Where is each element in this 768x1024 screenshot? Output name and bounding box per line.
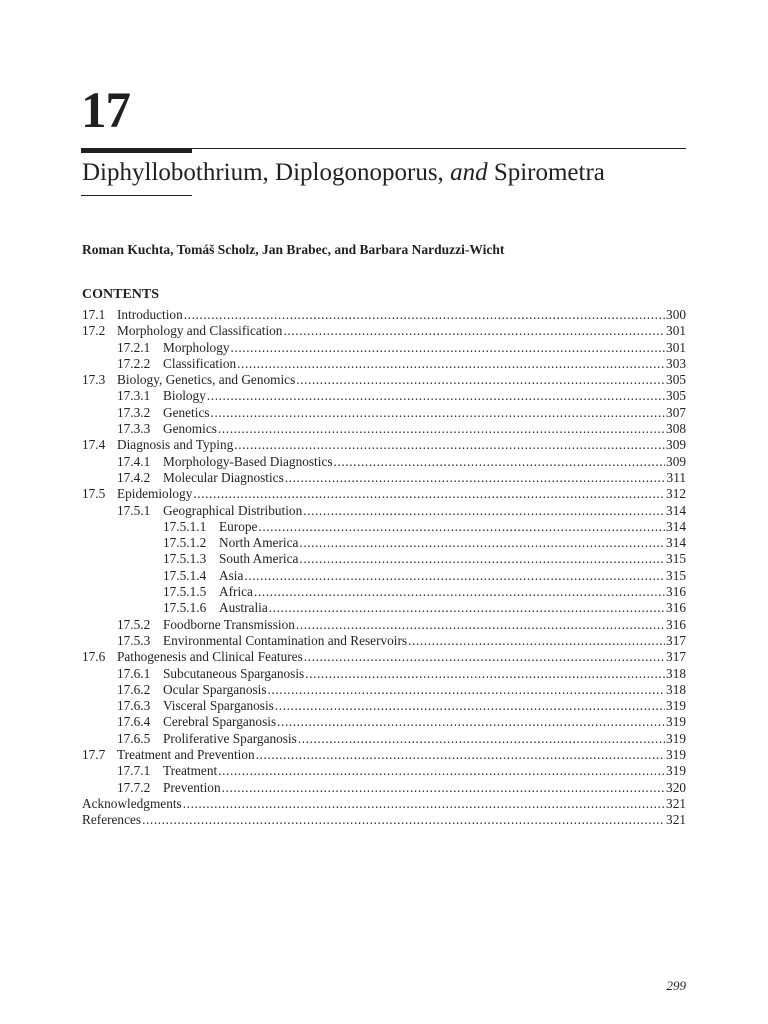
page-number: 299 bbox=[666, 978, 686, 993]
toc-dot-leader bbox=[334, 454, 666, 470]
toc-entry[interactable] bbox=[82, 437, 686, 453]
toc-entry-label: Ocular Sparganosis bbox=[163, 681, 267, 697]
toc-entry-label: Subcutaneous Sparganosis bbox=[163, 665, 305, 681]
toc-entry-label: Biology, Genetics, and Genomics bbox=[117, 372, 296, 388]
toc-entry-number: 17.5.2 bbox=[117, 616, 151, 632]
toc-entry-page: 318 bbox=[666, 681, 686, 697]
toc-entry[interactable] bbox=[82, 649, 686, 665]
toc-entry-number: 17.7 bbox=[82, 747, 106, 763]
toc-entry[interactable] bbox=[82, 470, 686, 486]
toc-dot-leader bbox=[296, 617, 665, 633]
toc-entry-number: 17.3.1 bbox=[117, 388, 151, 404]
toc-entry[interactable] bbox=[82, 503, 686, 519]
chapter-rule-thick bbox=[81, 148, 192, 153]
toc-entry-label: Proliferative Sparganosis bbox=[163, 730, 297, 746]
toc-entry-page: 314 bbox=[666, 518, 686, 534]
toc-entry-number: 17.5.1.5 bbox=[163, 584, 207, 600]
toc-entry-label: Molecular Diagnostics bbox=[163, 469, 284, 485]
toc-entry-page: 312 bbox=[666, 486, 686, 502]
toc-entry-page: 305 bbox=[666, 372, 686, 388]
toc-dot-leader bbox=[218, 421, 665, 437]
toc-entry[interactable] bbox=[82, 812, 686, 828]
toc-entry-page: 319 bbox=[666, 730, 686, 746]
toc-dot-leader bbox=[237, 356, 665, 372]
toc-entry-page: 319 bbox=[666, 714, 686, 730]
toc-entry[interactable] bbox=[82, 763, 686, 779]
toc-entry-page: 308 bbox=[666, 421, 686, 437]
toc-entry-label: Pathogenesis and Clinical Features bbox=[117, 649, 303, 665]
toc-entry[interactable] bbox=[82, 323, 686, 339]
toc-entry-number: 17.2.2 bbox=[117, 355, 151, 371]
toc-entry[interactable] bbox=[82, 633, 686, 649]
toc-entry-number: 17.4.1 bbox=[117, 453, 151, 469]
toc-entry-label: Prevention bbox=[163, 779, 221, 795]
toc-entry-label: References bbox=[82, 812, 142, 828]
toc-entry-label: Geographical Distribution bbox=[163, 502, 303, 518]
toc-entry[interactable] bbox=[82, 568, 686, 584]
toc-entry-number: 17.5 bbox=[82, 486, 106, 502]
toc-entry[interactable] bbox=[82, 454, 686, 470]
toc-entry-number: 17.5.3 bbox=[117, 632, 151, 648]
toc-entry-page: 301 bbox=[666, 323, 686, 339]
toc-dot-leader bbox=[256, 747, 665, 763]
toc-entry-number: 17.2.1 bbox=[117, 339, 151, 355]
toc-dot-leader bbox=[285, 470, 666, 486]
chapter-title-italic: and bbox=[450, 159, 488, 186]
toc-dot-leader bbox=[222, 780, 665, 796]
toc-dot-leader bbox=[234, 437, 665, 453]
toc-entry-number: 17.3.2 bbox=[117, 404, 151, 420]
table-of-contents bbox=[82, 307, 686, 829]
toc-entry-page: 314 bbox=[666, 502, 686, 518]
toc-entry-label: Environmental Contamination and Reservoirs bbox=[163, 632, 408, 648]
toc-entry[interactable] bbox=[82, 780, 686, 796]
toc-entry-number: 17.7.2 bbox=[117, 779, 151, 795]
toc-entry-number: 17.6 bbox=[82, 649, 106, 665]
toc-entry[interactable] bbox=[82, 519, 686, 535]
toc-entry[interactable] bbox=[82, 698, 686, 714]
toc-entry-page: 314 bbox=[666, 535, 686, 551]
toc-entry-label: Diagnosis and Typing bbox=[117, 437, 234, 453]
toc-entry[interactable] bbox=[82, 421, 686, 437]
toc-entry[interactable] bbox=[82, 340, 686, 356]
toc-entry-number: 17.6.4 bbox=[117, 714, 151, 730]
chapter-title-part2: Spirometra bbox=[487, 159, 605, 186]
toc-dot-leader bbox=[142, 812, 665, 828]
author-list: Roman Kuchta, Tomáš Scholz, Jan Brabec, and Barbara Narduzzi-Wicht bbox=[82, 242, 505, 257]
toc-dot-leader bbox=[184, 307, 665, 323]
toc-dot-leader bbox=[299, 551, 665, 567]
toc-entry[interactable] bbox=[82, 307, 686, 323]
toc-entry-page: 319 bbox=[666, 763, 686, 779]
toc-entry[interactable] bbox=[82, 666, 686, 682]
toc-dot-leader bbox=[303, 503, 665, 519]
toc-dot-leader bbox=[275, 698, 665, 714]
toc-entry[interactable] bbox=[82, 682, 686, 698]
toc-entry-number: 17.5.1.2 bbox=[163, 535, 207, 551]
toc-entry[interactable] bbox=[82, 551, 686, 567]
toc-entry-label: Treatment bbox=[163, 763, 218, 779]
chapter-title bbox=[82, 158, 605, 188]
toc-entry-number: 17.5.1.4 bbox=[163, 567, 207, 583]
toc-dot-leader bbox=[304, 649, 665, 665]
toc-dot-leader bbox=[218, 763, 665, 779]
toc-entry-label: Morphology and Classification bbox=[117, 323, 283, 339]
toc-entry-page: 320 bbox=[666, 779, 686, 795]
toc-dot-leader bbox=[268, 682, 666, 698]
toc-entry-label: Europe bbox=[219, 518, 258, 534]
toc-entry-page: 303 bbox=[666, 355, 686, 371]
title-underline-rule bbox=[81, 195, 192, 196]
toc-entry-label: Genetics bbox=[163, 404, 210, 420]
toc-entry-number: 17.2 bbox=[82, 323, 106, 339]
toc-entry-page: 315 bbox=[666, 551, 686, 567]
toc-entry-label: Genomics bbox=[163, 421, 217, 437]
toc-entry[interactable] bbox=[82, 372, 686, 388]
toc-entry-label: Cerebral Sparganosis bbox=[163, 714, 277, 730]
toc-entry-label: Acknowledgments bbox=[82, 795, 182, 811]
toc-entry-number: 17.4.2 bbox=[117, 469, 151, 485]
toc-entry-number: 17.5.1.6 bbox=[163, 600, 207, 616]
toc-entry-label: Visceral Sparganosis bbox=[163, 698, 274, 714]
toc-dot-leader bbox=[193, 486, 665, 502]
toc-entry-label: Asia bbox=[219, 567, 244, 583]
toc-entry-number: 17.5.1.3 bbox=[163, 551, 207, 567]
toc-entry-number: 17.5.1.1 bbox=[163, 518, 207, 534]
toc-entry-page: 316 bbox=[666, 584, 686, 600]
toc-entry-label: Morphology bbox=[163, 339, 230, 355]
toc-dot-leader bbox=[183, 796, 665, 812]
toc-entry-page: 311 bbox=[666, 469, 686, 485]
toc-entry-label: Foodborne Transmission bbox=[163, 616, 295, 632]
toc-entry-page: 317 bbox=[666, 632, 686, 648]
toc-entry-number: 17.3.3 bbox=[117, 421, 151, 437]
toc-entry-page: 319 bbox=[666, 747, 686, 763]
toc-entry-page: 315 bbox=[666, 567, 686, 583]
toc-entry[interactable] bbox=[82, 600, 686, 616]
toc-entry-number: 17.7.1 bbox=[117, 763, 151, 779]
toc-entry-page: 321 bbox=[666, 795, 686, 811]
chapter-rule-thin bbox=[192, 148, 686, 149]
toc-entry-number: 17.6.3 bbox=[117, 698, 151, 714]
toc-entry[interactable] bbox=[82, 388, 686, 404]
toc-entry-label: Treatment and Prevention bbox=[117, 747, 255, 763]
toc-entry-label: Biology bbox=[163, 388, 206, 404]
toc-dot-leader bbox=[298, 731, 665, 747]
toc-dot-leader bbox=[305, 666, 665, 682]
toc-dot-leader bbox=[269, 600, 665, 616]
toc-entry[interactable] bbox=[82, 584, 686, 600]
toc-entry[interactable] bbox=[82, 714, 686, 730]
toc-entry-page: 318 bbox=[666, 665, 686, 681]
toc-entry[interactable] bbox=[82, 796, 686, 812]
chapter-title-part1: Diphyllobothrium, Diplogonoporus, bbox=[82, 159, 451, 186]
toc-dot-leader bbox=[254, 584, 665, 600]
toc-entry-page: 309 bbox=[666, 437, 686, 453]
toc-dot-leader bbox=[296, 372, 665, 388]
toc-entry-label: Africa bbox=[219, 584, 253, 600]
toc-dot-leader bbox=[299, 535, 665, 551]
toc-entry-page: 321 bbox=[666, 812, 686, 828]
toc-entry-page: 316 bbox=[666, 600, 686, 616]
toc-entry[interactable] bbox=[82, 617, 686, 633]
toc-entry-number: 17.5.1 bbox=[117, 502, 151, 518]
toc-dot-leader bbox=[211, 405, 666, 421]
toc-entry-label: Epidemiology bbox=[117, 486, 193, 502]
toc-entry[interactable] bbox=[82, 486, 686, 502]
toc-dot-leader bbox=[231, 340, 666, 356]
toc-entry-page: 307 bbox=[666, 404, 686, 420]
toc-entry-number: 17.6.1 bbox=[117, 665, 151, 681]
toc-entry[interactable] bbox=[82, 356, 686, 372]
toc-dot-leader bbox=[244, 568, 665, 584]
toc-entry-page: 305 bbox=[666, 388, 686, 404]
toc-entry[interactable] bbox=[82, 731, 686, 747]
toc-entry-number: 17.1 bbox=[82, 307, 106, 322]
toc-entry-label: South America bbox=[219, 551, 299, 567]
toc-entry-label: North America bbox=[219, 535, 299, 551]
toc-entry-label: Australia bbox=[219, 600, 268, 616]
toc-entry[interactable] bbox=[82, 747, 686, 763]
toc-entry-number: 17.3 bbox=[82, 372, 106, 388]
toc-dot-leader bbox=[408, 633, 665, 649]
toc-entry-label: Classification bbox=[163, 355, 237, 371]
toc-dot-leader bbox=[277, 714, 665, 730]
toc-dot-leader bbox=[283, 323, 665, 339]
toc-entry-page: 319 bbox=[666, 698, 686, 714]
toc-entry-page: 317 bbox=[666, 649, 686, 665]
toc-entry-number: 17.6.5 bbox=[117, 730, 151, 746]
toc-entry-label: Introduction bbox=[117, 307, 183, 322]
toc-entry-page: 300 bbox=[666, 307, 686, 322]
toc-entry-page: 316 bbox=[666, 616, 686, 632]
toc-entry-page: 309 bbox=[666, 453, 686, 469]
toc-entry-label: Morphology-Based Diagnostics bbox=[163, 453, 333, 469]
toc-entry[interactable] bbox=[82, 405, 686, 421]
toc-dot-leader bbox=[258, 519, 665, 535]
toc-entry-number: 17.4 bbox=[82, 437, 106, 453]
chapter-number: 17 bbox=[81, 83, 130, 139]
toc-entry-number: 17.6.2 bbox=[117, 681, 151, 697]
toc-dot-leader bbox=[207, 388, 665, 404]
toc-entry[interactable] bbox=[82, 535, 686, 551]
toc-entry-page: 301 bbox=[666, 339, 686, 355]
contents-heading: CONTENTS bbox=[82, 287, 160, 302]
